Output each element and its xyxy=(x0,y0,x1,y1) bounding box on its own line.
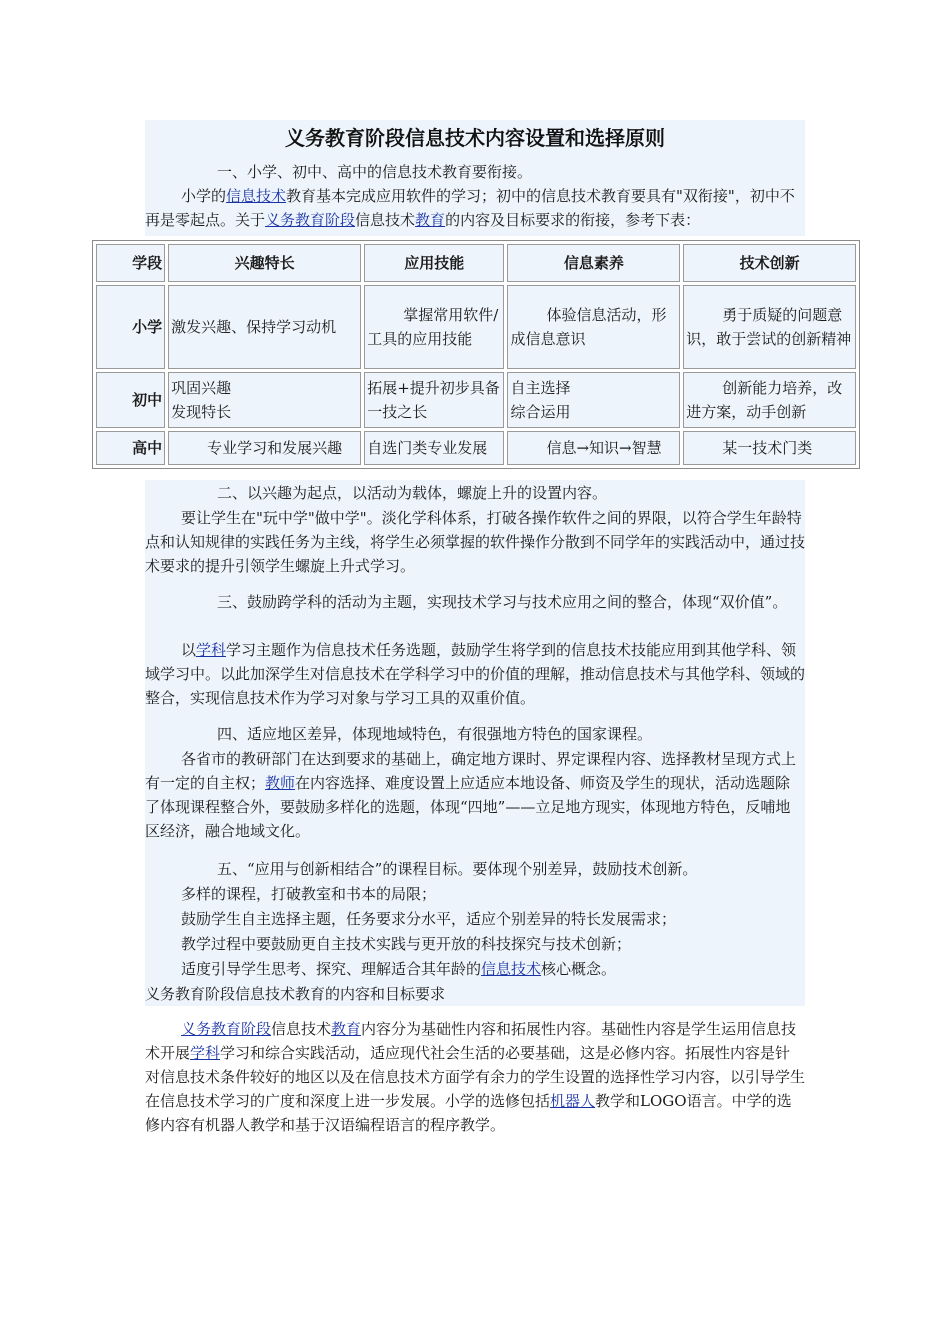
header-skill: 应用技能 xyxy=(364,244,504,282)
section4-heading: 四、适应地区差异，体现地域特色，有很强地方特色的国家课程。 xyxy=(217,725,653,743)
section4-paragraph xyxy=(145,747,805,843)
cell-line: 自主选择 xyxy=(510,379,571,397)
text-run: 各省市的教研部门在达到要求的基础上，确定地方课时、界定课程内容、选择教材呈现方式上有一定的自主权； xyxy=(145,750,797,792)
text-run: 以 xyxy=(181,641,197,659)
closing-paragraph xyxy=(145,1017,805,1137)
section1-paragraph xyxy=(145,184,805,232)
link-info-tech-2[interactable]: 信息技术 xyxy=(481,960,542,978)
table-cell: 自选门类专业发展 xyxy=(364,431,504,465)
section5-item xyxy=(145,957,805,981)
section2-paragraph: 要让学生在"玩中学"做中学"。淡化学科体系，打破各操作软件之间的界限，以符合学生年龄特点和认知规律的实践任务为主线，将学生必须掌握的软件操作分散到不同学年的实践活动中，通过技术要求的提升引领学生螺旋上升式学习。 xyxy=(145,509,806,575)
text-run: 小学的 xyxy=(181,187,227,205)
section-subtitle: 义务教育阶段信息技术教育的内容和目标要求 xyxy=(145,985,446,1003)
table-cell: 体验信息活动，形成信息意识 xyxy=(507,285,680,369)
cell-line: 巩固兴趣 xyxy=(171,379,232,397)
link-subject[interactable]: 学科 xyxy=(196,641,227,659)
section5-item: 教学过程中要鼓励更自主技术实践与更开放的科技探究与技术创新； xyxy=(181,935,632,953)
section1-heading: 一、小学、初中、高中的信息技术教育要衔接。 xyxy=(217,163,533,181)
stage-cell: 初中 xyxy=(96,372,165,428)
section5-item: 多样的课程，打破教室和书本的局限； xyxy=(181,885,437,903)
link-compulsory-education-2[interactable]: 义务教育阶段 xyxy=(181,1020,272,1038)
text-run: 在内容选择、难度设置上应适应本地设备、师资及学生的现状，活动选题除了体现课程整合外，要鼓励多样化的选题，体现“四地”——立足地方现实，体现地方特色，反哺地区经济，融合地域文化。 xyxy=(145,774,791,840)
text-run: 内容分为基础性内容和拓展性内容。基础性内容是学生运用信息技术开展 xyxy=(145,1020,797,1062)
table-row xyxy=(96,285,856,369)
table-cell: 掌握常用软件/工具的应用技能 xyxy=(364,285,504,369)
link-education-2[interactable]: 教育 xyxy=(331,1020,362,1038)
section3-heading: 三、鼓励跨学科的活动为主题，实现技术学习与技术应用之间的整合，体现“双价值”。 xyxy=(217,593,788,611)
text-run: 教育基本完成应用软件的学习；初中的信息技术教育要具有"双衔接"，初中不再是零起点。关于 xyxy=(145,187,795,229)
comparison-table xyxy=(92,240,860,469)
section3-paragraph xyxy=(145,638,805,710)
page-title: 义务教育阶段信息技术内容设置和选择原则 xyxy=(285,126,665,150)
text-run: 适度引导学生思考、探究、理解适合其年龄的 xyxy=(181,960,482,978)
header-literacy: 信息素养 xyxy=(507,244,680,282)
cell-line: 发现特长 xyxy=(171,403,232,421)
link-info-tech[interactable]: 信息技术 xyxy=(226,187,287,205)
section5-item: 鼓励学生自主选择主题，任务要求分水平，适应个别差异的特长发展需求； xyxy=(181,910,677,928)
text-run: 教学和LOGO语言。中学的选修内容有机器人教学和基于汉语编程语言的程序教学。 xyxy=(145,1092,792,1134)
table-cell xyxy=(168,372,361,428)
header-innovation: 技术创新 xyxy=(683,244,856,282)
table-cell xyxy=(507,372,680,428)
link-compulsory-education[interactable]: 义务教育阶段 xyxy=(265,211,356,229)
text-run: 学习主题作为信息技术任务选题，鼓励学生将学到的信息技术技能应用到其他学科、领域学习中。以此加深学生对信息技术在学科学习中的价值的理解，推动信息技术与其他学科、领域的整合，实现信息技术作为学习对象与学习工具的双重价值。 xyxy=(145,641,806,707)
section5-heading: 五、“应用与创新相结合”的课程目标。要体现个别差异，鼓励技术创新。 xyxy=(217,860,698,878)
header-interest: 兴趣特长 xyxy=(168,244,361,282)
text-run: 学习和综合实践活动，适应现代社会生活的必要基础，这是必修内容。拓展性内容是针对信息技术条件较好的地区以及在信息技术方面学有余力的学生设置的选择性学习内容，以引导学生在信息技术学习的广度和深度上进一步发展。小学的选修包括 xyxy=(145,1044,806,1110)
table-header-row xyxy=(96,244,856,282)
table-cell: 激发兴趣、保持学习动机 xyxy=(168,285,361,369)
table-row xyxy=(96,431,856,465)
text-run: 信息技术 xyxy=(271,1020,332,1038)
table-cell: 勇于质疑的问题意识，敢于尝试的创新精神 xyxy=(683,285,856,369)
table-cell: 信息→知识→智慧 xyxy=(507,431,680,465)
link-teacher[interactable]: 教师 xyxy=(265,774,296,792)
text-run: 的内容及目标要求的衔接，参考下表： xyxy=(445,211,701,229)
cell-line: 综合运用 xyxy=(510,403,571,421)
table-row xyxy=(96,372,856,428)
table-cell: 拓展+提升初步具备一技之长 xyxy=(364,372,504,428)
table-cell: 创新能力培养，改进方案，动手创新 xyxy=(683,372,856,428)
table-cell: 某一技术门类 xyxy=(683,431,856,465)
stage-cell: 小学 xyxy=(96,285,165,369)
header-stage: 学段 xyxy=(96,244,165,282)
table-cell: 专业学习和发展兴趣 xyxy=(168,431,361,465)
link-education[interactable]: 教育 xyxy=(415,211,446,229)
text-run: 核心概念。 xyxy=(541,960,617,978)
link-robot[interactable]: 机器人 xyxy=(550,1092,596,1110)
link-subject-2[interactable]: 学科 xyxy=(190,1044,221,1062)
section2-heading: 二、以兴趣为起点，以活动为载体，螺旋上升的设置内容。 xyxy=(217,484,608,502)
stage-cell: 高中 xyxy=(96,431,165,465)
text-run: 信息技术 xyxy=(355,211,416,229)
